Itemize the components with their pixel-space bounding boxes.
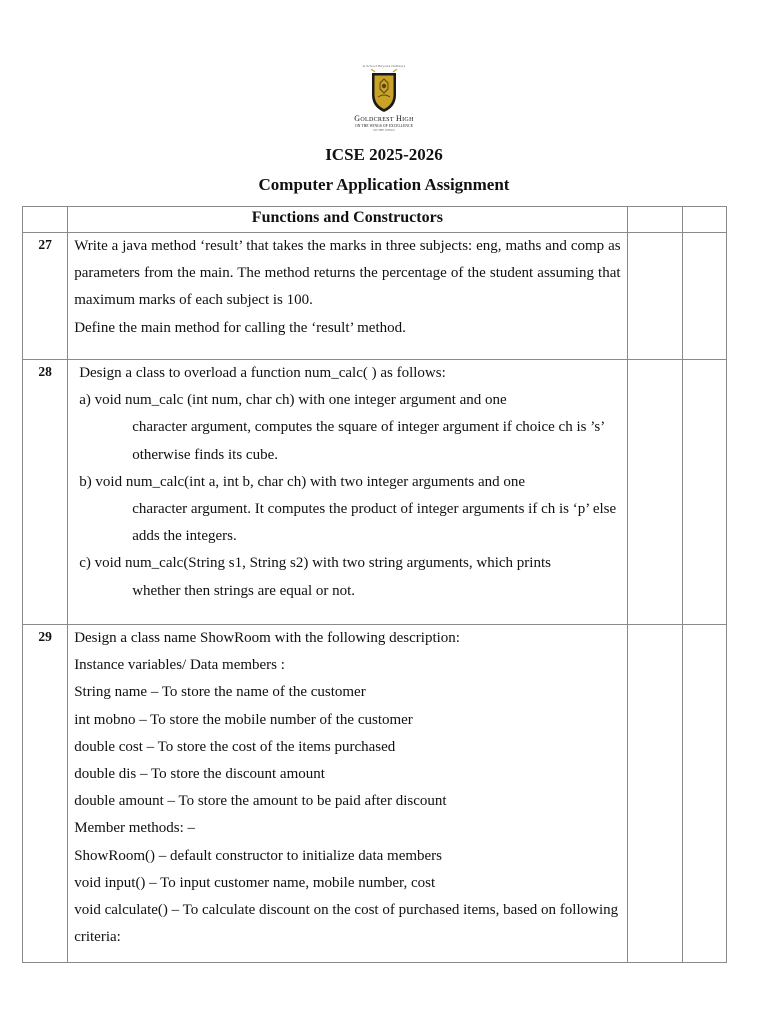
- question-number-cell: [23, 233, 68, 360]
- extra-cell: [682, 625, 726, 963]
- page-subtitle: Computer Application Assignment: [258, 175, 510, 194]
- question-text-cell: [68, 625, 627, 963]
- question-text: [68, 360, 626, 605]
- question-line: String name – To store the name of the customer: [74, 684, 366, 701]
- section-heading-cell: [68, 207, 627, 233]
- question-intro: Design a class to overload a function num_calc( ) as follows:: [79, 365, 446, 381]
- table-header-row: [23, 207, 727, 233]
- logo-top-text: A School Beyond Ordinary: [362, 64, 406, 68]
- question-line: void input() – To input customer name, mobile number, cost: [74, 874, 436, 891]
- question-text-cell: [68, 233, 627, 360]
- question-line: Write a java method ‘result’ that takes the marks in three subjects: eng, maths and comp as parameters from the main. The method returns the percentage of the student assuming that maximum marks of each subject is 100.: [74, 238, 621, 309]
- question-line: ShowRoom() – default constructor to initialize data members: [74, 847, 443, 864]
- question-text: [68, 233, 626, 342]
- page-title: ICSE 2025-2026: [325, 145, 443, 164]
- table-row: [23, 625, 727, 963]
- marks-cell: [627, 233, 682, 360]
- crest-shield-icon: [369, 69, 399, 113]
- table-row: [23, 360, 727, 625]
- question-line: Design a class name ShowRoom with the following description:: [74, 630, 460, 646]
- question-line: void calculate() – To calculate discount on the cost of purchased items, based on following criteria:: [74, 902, 619, 946]
- question-number-cell: [23, 360, 68, 625]
- question-line: int mobno – To store the mobile number of the customer: [74, 711, 413, 728]
- part-b-rest: character argument. It computes the product of integer arguments if ch is ‘p’ else adds the integers.: [132, 501, 617, 545]
- logo-bottom-text: ON THE WINGS: [373, 128, 395, 132]
- question-number: 29: [38, 629, 52, 644]
- part-c-first-line: c) void num_calc(String s1, String s2) with two string arguments, which prints: [79, 555, 551, 572]
- question-line: Define the main method for calling the ‘result’ method.: [74, 319, 406, 336]
- marks-cell: [627, 625, 682, 963]
- logo-motto: ON THE WINGS OF EXCELLENCE: [355, 124, 413, 128]
- question-number: 28: [38, 364, 52, 379]
- questions-table: [22, 206, 727, 963]
- part-a-first-line: a) void num_calc (int num, char ch) with one integer argument and one: [79, 392, 507, 409]
- school-logo: [348, 64, 420, 132]
- marks-cell: [627, 360, 682, 625]
- question-line: double cost – To store the cost of the items purchased: [74, 738, 396, 755]
- section-heading: Functions and Constructors: [251, 209, 443, 226]
- header-cell-extra: [682, 207, 726, 233]
- question-line: double amount – To store the amount to be paid after discount: [74, 793, 447, 810]
- logo-school-name: Goldcrest High: [354, 114, 414, 123]
- extra-cell: [682, 360, 726, 625]
- part-b-first-line: b) void num_calc(int a, int b, char ch) with two integer arguments and one: [79, 473, 526, 490]
- header-cell-marks: [627, 207, 682, 233]
- table-row: [23, 233, 727, 360]
- part-c-rest: whether then strings are equal or not.: [132, 582, 356, 599]
- question-number: 27: [38, 237, 52, 252]
- question-text-cell: [68, 360, 627, 625]
- question-text: [68, 625, 626, 951]
- question-line: Member methods: –: [74, 820, 196, 837]
- header-cell-number: [23, 207, 68, 233]
- question-line: Instance variables/ Data members :: [74, 657, 285, 674]
- part-a-rest: character argument, computes the square of integer argument if choice ch is ’s’ otherwise finds its cube.: [132, 419, 605, 463]
- question-line: double dis – To store the discount amount: [74, 766, 325, 783]
- question-number-cell: [23, 625, 68, 963]
- extra-cell: [682, 233, 726, 360]
